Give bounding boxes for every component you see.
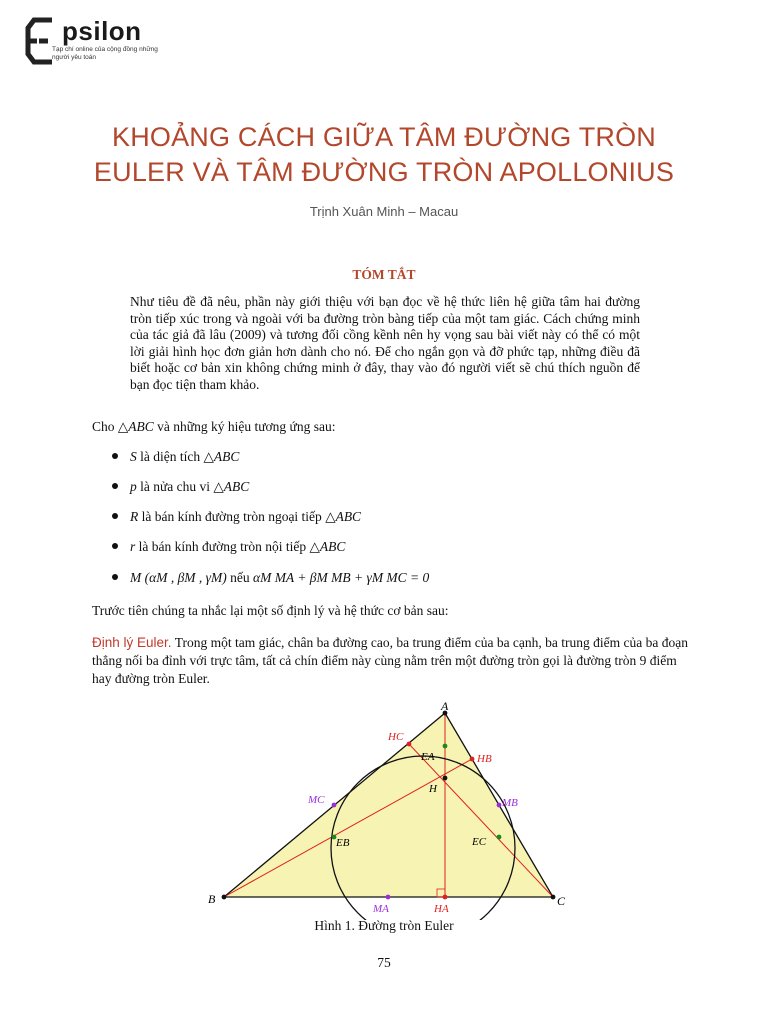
article-title <box>60 120 708 190</box>
list-item: r là bán kính đường tròn nội tiếp △ABC <box>112 539 345 555</box>
intro-suffix: và những ký hiệu tương ứng sau: <box>157 419 336 434</box>
point-mc <box>332 803 337 808</box>
point-hb <box>470 757 475 762</box>
point-hc <box>407 742 412 747</box>
intro-triangle: △ABC <box>117 419 154 434</box>
theorem-text: Trong một tam giác, chân ba đường cao, ba trung điểm của ba cạnh, ba trung điểm của ba đoạn thẳng nối ba đỉnh với trực tâm, tất cả chín điểm này cùng nằm trên một đường tròn gọi là đường tròn 9 điểm hay đường tròn Euler. <box>92 635 688 686</box>
label-ec: EC <box>472 836 487 848</box>
point-ea <box>443 744 448 749</box>
euler-circle-figure <box>196 700 576 920</box>
point-c <box>551 895 556 900</box>
point-ma <box>386 895 391 900</box>
label-ha: HA <box>434 903 449 915</box>
point-h <box>443 776 448 781</box>
title-line-2: EULER VÀ TÂM ĐƯỜNG TRÒN APOLLONIUS <box>93 157 675 187</box>
author: Trịnh Xuân Minh – Macau <box>309 204 459 219</box>
title-line-1: KHOẢNG CÁCH GIỮA TÂM ĐƯỜNG TRÒN <box>111 122 657 152</box>
epsilon-logo <box>22 14 158 68</box>
theorem-name: Định lý Euler. <box>92 635 172 650</box>
page-number: 75 <box>377 955 391 970</box>
list-item: M (αM , βM , γM) nếu αM MA + βM MB + γM MC = 0 <box>112 570 429 586</box>
label-hb: HB <box>477 753 492 765</box>
point-ha <box>443 895 448 900</box>
label-b: B <box>208 892 216 906</box>
figure-caption: Hình 1. Đường tròn Euler <box>314 918 454 933</box>
point-mb <box>497 803 502 808</box>
list-item: p là nửa chu vi △ABC <box>112 479 249 495</box>
label-hc: HC <box>388 731 404 743</box>
intro-line <box>92 418 692 436</box>
label-eb: EB <box>336 837 350 849</box>
label-ea: EA <box>421 751 435 763</box>
label-ma: MA <box>373 903 389 915</box>
label-h: H <box>429 783 437 795</box>
list-item: S là diện tích △ABC <box>112 449 239 465</box>
label-mc: MC <box>308 794 325 806</box>
point-ec <box>497 835 502 840</box>
logo-tagline: Tạp chí online của cộng đồng những người yêu toán <box>52 46 158 61</box>
point-b <box>222 895 227 900</box>
logo-word: psilon <box>62 16 142 46</box>
label-mb: MB <box>502 797 518 809</box>
abstract-heading: TÓM TẮT <box>352 267 416 282</box>
abstract-text: Như tiêu đề đã nêu, phần này giới thiệu với bạn đọc về hệ thức liên hệ giữa tâm hai đường tròn tiếp xúc trong và ngoài với ba đường tròn bàng tiếp của một tam giác. Cách chứng minh của tác giả đã lâu (2009) và tương đối cồng kềnh nên hy vọng sau bài viết này có thể có một lời giải hình học đơn giản hơn dành cho nó. Để cho ngắn gọn và đỡ phức tạp, những điều đã biết hoặc cơ bản xin không chứng minh ở đây, thay vào đó người viết sẽ chú thích nguồn để bạn đọc tiện tham khảo. <box>130 294 640 392</box>
lead-sentence: Trước tiên chúng ta nhắc lại một số định lý và hệ thức cơ bản sau: <box>92 603 449 618</box>
theorem <box>92 634 692 688</box>
label-c: C <box>557 894 566 908</box>
intro-prefix: Cho <box>92 419 115 434</box>
label-a: A <box>441 700 449 713</box>
list-item: R là bán kính đường tròn ngoại tiếp △ABC <box>112 509 361 525</box>
